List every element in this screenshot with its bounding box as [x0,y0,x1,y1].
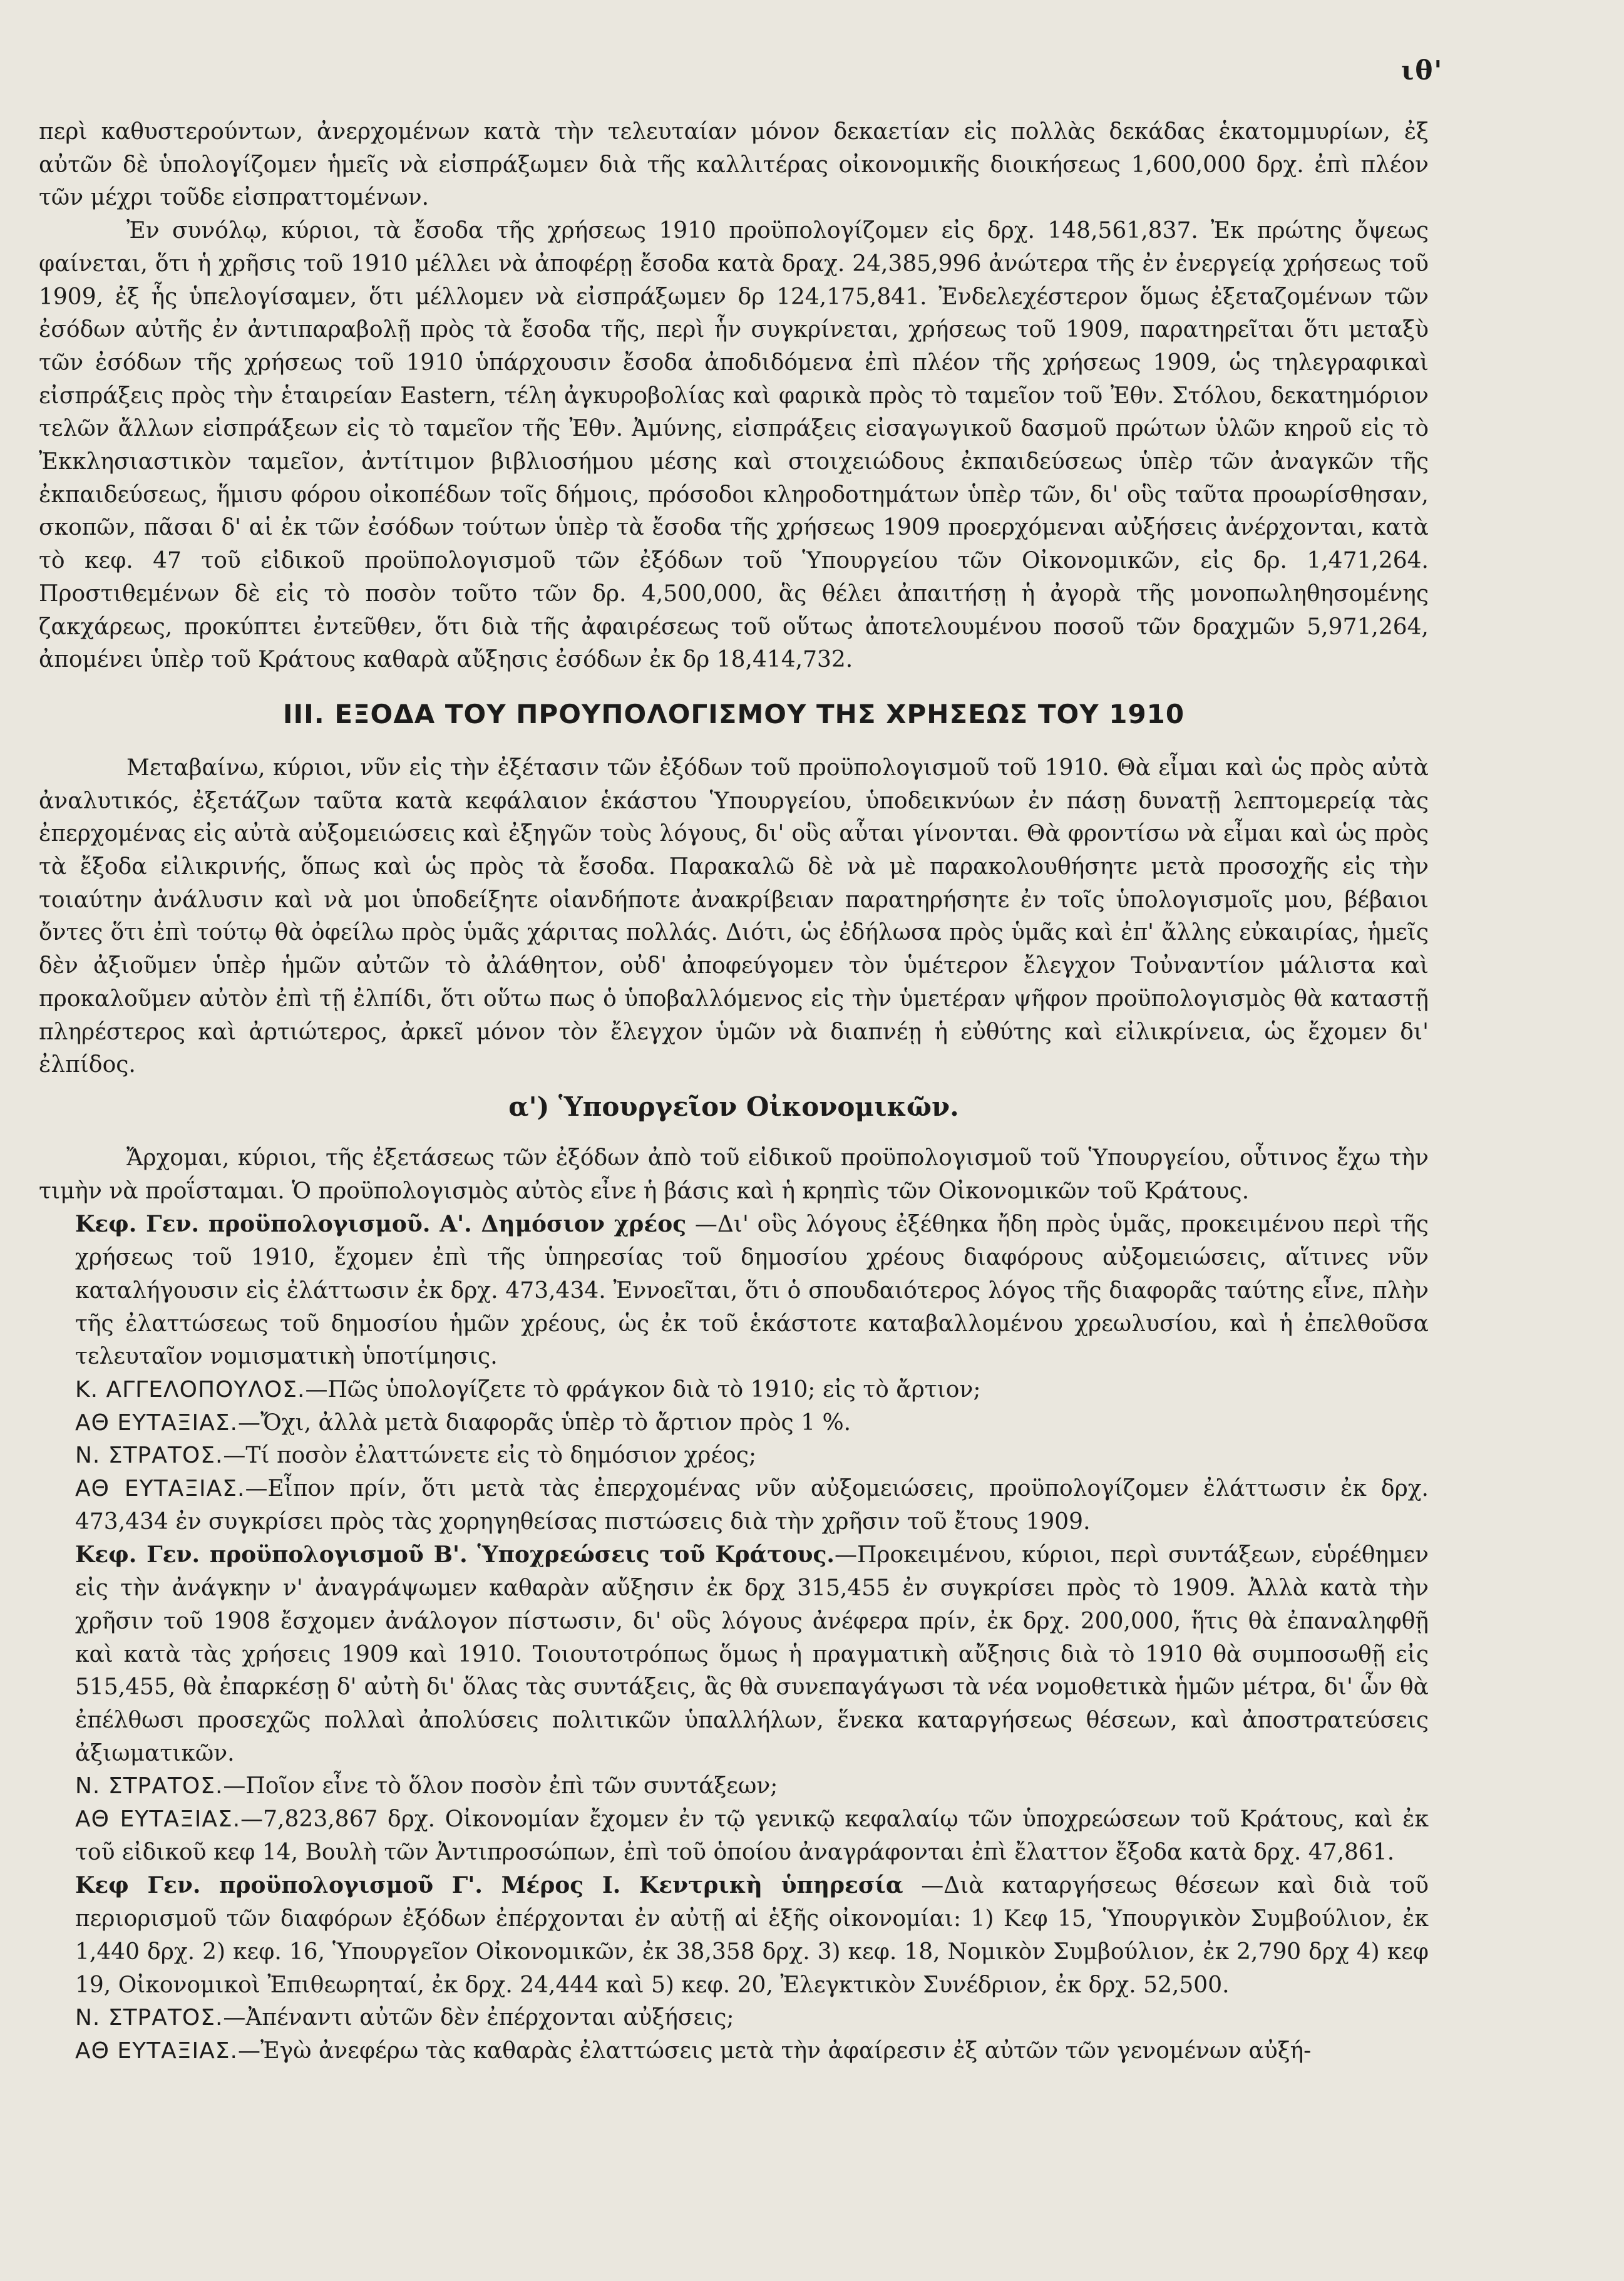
chapter-entry [39,1869,1429,2002]
speaker-name: Κ. ΑΓΓΕΛΟΠΟΥΛΟΣ. [75,1376,306,1403]
dialogue-text: —Πῶς ὑπολογίζετε τὸ φράγκον διὰ τὸ 1910; εἰς τὸ ἄρτιον; [305,1376,981,1403]
entry-text: —Διὰ καταργήσεως θέσεων καὶ διὰ τοῦ περιορισμοῦ τῶν διαφόρων ἐξόδων ἐπέρχονται ἐν αὐτῇ αἱ ἑξῆς οἰκονομίαι: 1) Κεφ 15, Ὑπουργικὸν Συμβούλιον, ἐκ 1,440 δρχ. 2) κεφ. 16, Ὑπουργεῖον Οἰκονομικῶν, ἐκ 38,358 δρχ. 3) κεφ. 18, Νομικὸν Συμβούλιον, ἐκ 2,790 δρχ 4) κεφ 19, Οἰκονομικοὶ Ἐπιθεωρηταί, ἐκ δρχ. 24,444 καὶ 5) κεφ. 20, Ἐλεγκτικὸν Συνέδριον, ἐκ δρχ. 52,500. [75,1873,1429,1998]
entry-text: —Δι' οὓς λόγους ἐξέθηκα ἤδη πρὸς ὑμᾶς, προκειμένου περὶ τῆς χρήσεως τοῦ 1910, ἔχομεν ἐπὶ τῆς ὑπηρεσίας τοῦ δημοσίου χρέους διαφόρους αὐξομειώσεις, αἵτινες νῦν καταλήγουσιν εἰς ἐλάττωσιν ἐκ δρχ. 473,434. Ἐννοεῖται, ὅτι ὁ σπουδαιότερος λόγος τῆς διαφορᾶς ταύτης εἶνε, πλὴν τῆς ἐλαττώσεως τοῦ δημοσίου ἡμῶν χρέους, ὡς ἐκ τοῦ ἑκάστοτε καταβαλλομένου χρεωλυσίου, καὶ ἡ ἐπελθοῦσα τελευταῖον νομισματικὴ ὑποτίμησις. [75,1212,1429,1370]
section-heading: III. ΕΞΟΔΑ ΤΟΥ ΠΡΟΥΠΟΛΟΓΙΣΜΟΥ ΤΗΣ ΧΡΗΣΕΩΣ ΤΟΥ 1910 [282,698,1185,729]
dialogue-line [39,1374,1429,1407]
chapter-heading: Κεφ. Γεν. προϋπολογισμοῦ Β'. Ὑποχρεώσεις τοῦ Κράτους. [75,1542,835,1568]
dialogue-text: —Ἐγὼ ἀνεφέρω τὰς καθαρὰς ἐλαττώσεις μετὰ τὴν ἀφαίρεσιν ἐξ αὐτῶν τῶν γενομένων αὐξή- [237,2037,1312,2064]
subsection-heading: α') Ὑπουργεῖον Οἰκονομικῶν. [508,1091,959,1122]
text-column [39,116,1429,2068]
dialogue-line [39,1473,1429,1538]
dialogue-text: —Ποῖον εἶνε τὸ ὅλον ποσὸν ἐπὶ τῶν συντάξεων; [223,1773,778,1800]
paragraph: Ἐν συνόλῳ, κύριοι, τὰ ἔσοδα τῆς χρήσεως 1910 προϋπολογίζομεν εἰς δρχ. 148,561,837. Ἐκ πρώτης ὄψεως φαίνεται, ὅτι ἡ χρῆσις τοῦ 1910 μέλλει νὰ ἀποφέρῃ ἔσοδα κατὰ δραχ. 24,385,996 ἀνώτερα τῆς ἐν ἐνεργείᾳ χρήσεως τοῦ 1909, ἐξ ἧς ὑπελογίσαμεν, ὅτι μέλλομεν νὰ εἰσπράξωμεν δρ 124,175,841. Ἐνδελεχέστερον ὅμως ἐξεταζομένων τῶν ἐσόδων αὐτῆς ἐν ἀντιπαραβολῇ πρὸς τὰ ἔσοδα τῆς, περὶ ἧν συγκρίνεται, χρήσεως τοῦ 1909, παρατηρεῖται ὅτι μεταξὺ τῶν ἐσόδων τῆς χρήσεως τοῦ 1910 ὑπάρχουσιν ἔσοδα ἀποδιδόμενα ἐπὶ πλέον τῆς χρήσεως 1909, ὡς τηλεγραφικαὶ εἰσπράξεις πρὸς τὴν ἑταιρείαν Eastern, τέλη ἀγκυροβολίας καὶ φαρικὰ πρὸς τὸ ταμεῖον τοῦ Ἐθν. Στόλου, δεκατημόριον τελῶν ἄλλων εἰσπράξεων εἰς τὸ ταμεῖον τῆς Ἐθν. Ἀμύνης, εἰσπράξεις εἰσαγωγικοῦ δασμοῦ πρώτων ὑλῶν κηροῦ εἰς τὸ Ἐκκλησιαστικὸν ταμεῖον, ἀντίτιμον βιβλιοσήμου μέσης καὶ στοιχειώδους ἐκπαιδεύσεως ὑπὲρ τῶν ἀναγκῶν τῆς ἐκπαιδεύσεως, ἥμισυ φόρου οἰκοπέδων τοῖς δήμοις, πρόσοδοι κληροδοτημάτων ὑπὲρ τῶν, δι' οὓς ταῦτα προωρίσθησαν, σκοπῶν, πᾶσαι δ' αἱ ἐκ τῶν ἐσόδων τούτων ὑπὲρ τὰ ἔσοδα τῆς χρήσεως 1909 προερχόμεναι αὐξήσεις ἀνέρχονται, κατὰ τὸ κεφ. 47 τοῦ εἰδικοῦ προϋπολογισμοῦ τῶν ἐξόδων τοῦ Ὑπουργείου τῶν Οἰκονομικῶν, εἰς δρ. 1,471,264. Προστιθεμένων δὲ εἰς τὸ ποσὸν τοῦτο τῶν δρ. 4,500,000, ἃς θέλει ἀπαιτήσῃ ἡ ἀγορὰ τῆς μονοπωληθησομένης ζακχάρεως, προκύπτει ἐντεῦθεν, ὅτι διὰ τῆς ἀφαιρέσεως τοῦ οὕτως ἀποτελουμένου ποσοῦ τῶν δραχμῶν 5,971,264, ἀπομένει ὑπὲρ τοῦ Κράτους καθαρὰ αὔξησις ἐσόδων ἐκ δρ 18,414,732. [39,218,1429,673]
chapter-heading: Κεφ Γεν. προϋπολογισμοῦ Γ'. Μέρος Ι. Κεντρικὴ ὑπηρεσία [75,1872,903,1899]
speaker-name: ΑΘ ΕΥΤΑΞΙΑΣ. [75,1409,238,1436]
chapter-entry [39,1538,1429,1770]
speaker-name: ΑΘ ΕΥΤΑΞΙΑΣ. [75,2037,238,2064]
entry-text: —Προκειμένου, κύριοι, περὶ συντάξεων, εὑρέθημεν εἰς τὴν ἀνάγκην ν' ἀναγράψωμεν καθαρὰν αὔξησιν ἐκ δρχ 315,455 ἐν συγκρίσει πρὸς τὸ 1909. Ἀλλὰ κατὰ τὴν χρῆσιν τοῦ 1908 ἔσχομεν ἀνάλογον πίστωσιν, δι' οὓς λόγους ἀνέφερα πρίν, ἐκ δρχ. 200,000, ἥτις θὰ ἐπαναληφθῇ καὶ κατὰ τὰς χρήσεις 1909 καὶ 1910. Τοιουτοτρόπως ὅμως ἡ πραγματικὴ αὔξησις διὰ τὸ 1910 θὰ συμποσωθῇ εἰς 515,455, θὰ ἐπαρκέσῃ δ' αὐτὴ δι' ὅλας τὰς συντάξεις, ἃς θὰ συνεπαγάγωσι τὰ νέα νομοθετικὰ ἡμῶν μέτρα, δι' ὧν θὰ ἐπέλθωσι προσεχῶς πολλαὶ ἀπολύσεις πολιτικῶν ὑπαλλήλων, ἕνεκα καταργήσεως θέσεων, καὶ ἀποστρατεύσεις ἀξιωματικῶν. [75,1542,1429,1766]
dialogue-line [39,1439,1429,1473]
speaker-name: ΑΘ ΕΥΤΑΞΙΑΣ. [75,1806,241,1833]
chapter-entry [39,1208,1429,1374]
page-number: ιθ' [1401,55,1444,86]
paragraph: περὶ καθυστερούντων, ἀνερχομένων κατὰ τὴν τελευταίαν μόνον δεκαετίαν εἰς πολλὰς δεκάδας ἑκατομμυρίων, ἐξ αὐτῶν δὲ ὑπολογίζομεν ἡμεῖς νὰ εἰσπράξωμεν διὰ τῆς καλλιτέρας οἰκονομικῆς διοικήσεως 1,600,000 δρχ. ἐπὶ πλέον τῶν μέχρι τοῦδε εἰσπραττομένων. [39,119,1429,211]
paragraph: Μεταβαίνω, κύριοι, νῦν εἰς τὴν ἐξέτασιν τῶν ἐξόδων τοῦ προϋπολογισμοῦ τοῦ 1910. Θὰ εἶμαι καὶ ὡς πρὸς αὐτὰ ἀναλυτικός, ἐξετάζων ταῦτα κατὰ κεφάλαιον ἑκάστου Ὑπουργείου, ὑποδεικνύων ἐν πάσῃ δυνατῇ λεπτομερείᾳ τὰς ἐπερχομένας εἰς αὐτὰ αὐξομειώσεις καὶ ἐξηγῶν τοὺς λόγους, δι' οὓς αὗται γίνονται. Θὰ φροντίσω νὰ εἶμαι καὶ ὡς πρὸς τὰ ἔξοδα εἰλικρινής, ὅπως καὶ ὡς πρὸς τὰ ἔσοδα. Παρακαλῶ δὲ νὰ μὲ παρακολουθήσητε μετὰ προσοχῆς εἰς τὴν τοιαύτην ἀνάλυσιν καὶ νὰ μοι ὑποδείξητε οἱανδήποτε ἀνακρίβειαν παρατηρήσητε ἐν τοῖς ὑπολογισμοῖς μου, βέβαιοι ὄντες ὅτι ἐπὶ τούτῳ θὰ ὀφείλω πρὸς ὑμᾶς χάριτας πολλάς. Διότι, ὡς ἐδήλωσα πρὸς ὑμᾶς καὶ ἐπ' ἄλλης εὐκαιρίας, ἡμεῖς δὲν ἀξιοῦμεν ὑπὲρ ἡμῶν αὐτῶν τὸ ἀλάθητον, οὐδ' ἀποφεύγομεν τὸν ὑμέτερον ἔλεγχον Τοὐναντίον μάλιστα καὶ προκαλοῦμεν αὐτὸν ἐπὶ τῇ ἐλπίδι, ὅτι οὕτω πως ὁ ὑποβαλλόμενος εἰς τὴν ὑμετέραν ψῆφον προϋπολογισμὸς θὰ καταστῇ πληρέστερος καὶ ἀρτιώτερος, ἀρκεῖ μόνον τὸν ἔλεγχον ὑμῶν νὰ διαπνέῃ ἡ εὐθύτης καὶ εἰλικρίνεια, ὡς ἔχομεν δι' ἐλπίδος. [39,754,1429,1078]
dialogue-text: —Ὄχι, ἀλλὰ μετὰ διαφορᾶς ὑπὲρ τὸ ἄρτιον πρὸς 1 %. [237,1409,851,1436]
paragraph: Ἄρχομαι, κύριοι, τῆς ἐξετάσεως τῶν ἐξόδων ἀπὸ τοῦ εἰδικοῦ προϋπολογισμοῦ τοῦ Ὑπουργείου, οὗτινος ἔχω τὴν τιμὴν νὰ προΐσταμαι. Ὁ προϋπολογισμὸς αὐτὸς εἶνε ἡ βάσις καὶ ἡ κρηπὶς τῶν Οἰκονομικῶν τοῦ Κράτους. [39,1145,1429,1204]
dialogue-line [39,1803,1429,1869]
dialogue-line [39,2035,1429,2068]
speaker-name: Ν. ΣΤΡΑΤΟΣ. [75,2005,224,2031]
dialogue-text: —Τί ποσὸν ἐλαττώνετε εἰς τὸ δημόσιον χρέος; [223,1443,757,1469]
dialogue-line [39,1770,1429,1803]
dialogue-text: —7,823,867 δρχ. Οἰκονομίαν ἔχομεν ἐν τῷ γενικῷ κεφαλαίῳ τῶν ὑποχρεώσεων τοῦ Κράτους, καὶ ἐκ τοῦ εἰδικοῦ κεφ 14, Βουλὴ τῶν Ἀντιπροσώπων, ἐπὶ τοῦ ὁποίου ἀναγράφονται ἐπὶ ἔλαττον ἔξοδα κατὰ δρχ. 47,861. [75,1806,1429,1865]
dialogue-text: —Εἶπον πρίν, ὅτι μετὰ τὰς ἐπερχομένας νῦν αὐξομειώσεις, προϋπολογίζομεν ἐλάττωσιν ἐκ δρχ. 473,434 ἐν συγκρίσει πρὸς τὰς χορηγηθείσας πιστώσεις διὰ τὴν χρῆσιν τοῦ ἔτους 1909. [75,1476,1429,1535]
dialogue-text: —Ἀπέναντι αὐτῶν δὲν ἐπέρχονται αὐξήσεις; [223,2005,734,2031]
dialogue-line [39,1407,1429,1440]
speaker-name: Ν. ΣΤΡΑΤΟΣ. [75,1773,224,1800]
chapter-heading: Κεφ. Γεν. προϋπολογισμοῦ. Α'. Δημόσιον χρέος [75,1211,687,1238]
speaker-name: Ν. ΣΤΡΑΤΟΣ. [75,1443,224,1469]
speaker-name: ΑΘ ΕΥΤΑΞΙΑΣ. [75,1476,245,1502]
dialogue-line [39,2002,1429,2035]
